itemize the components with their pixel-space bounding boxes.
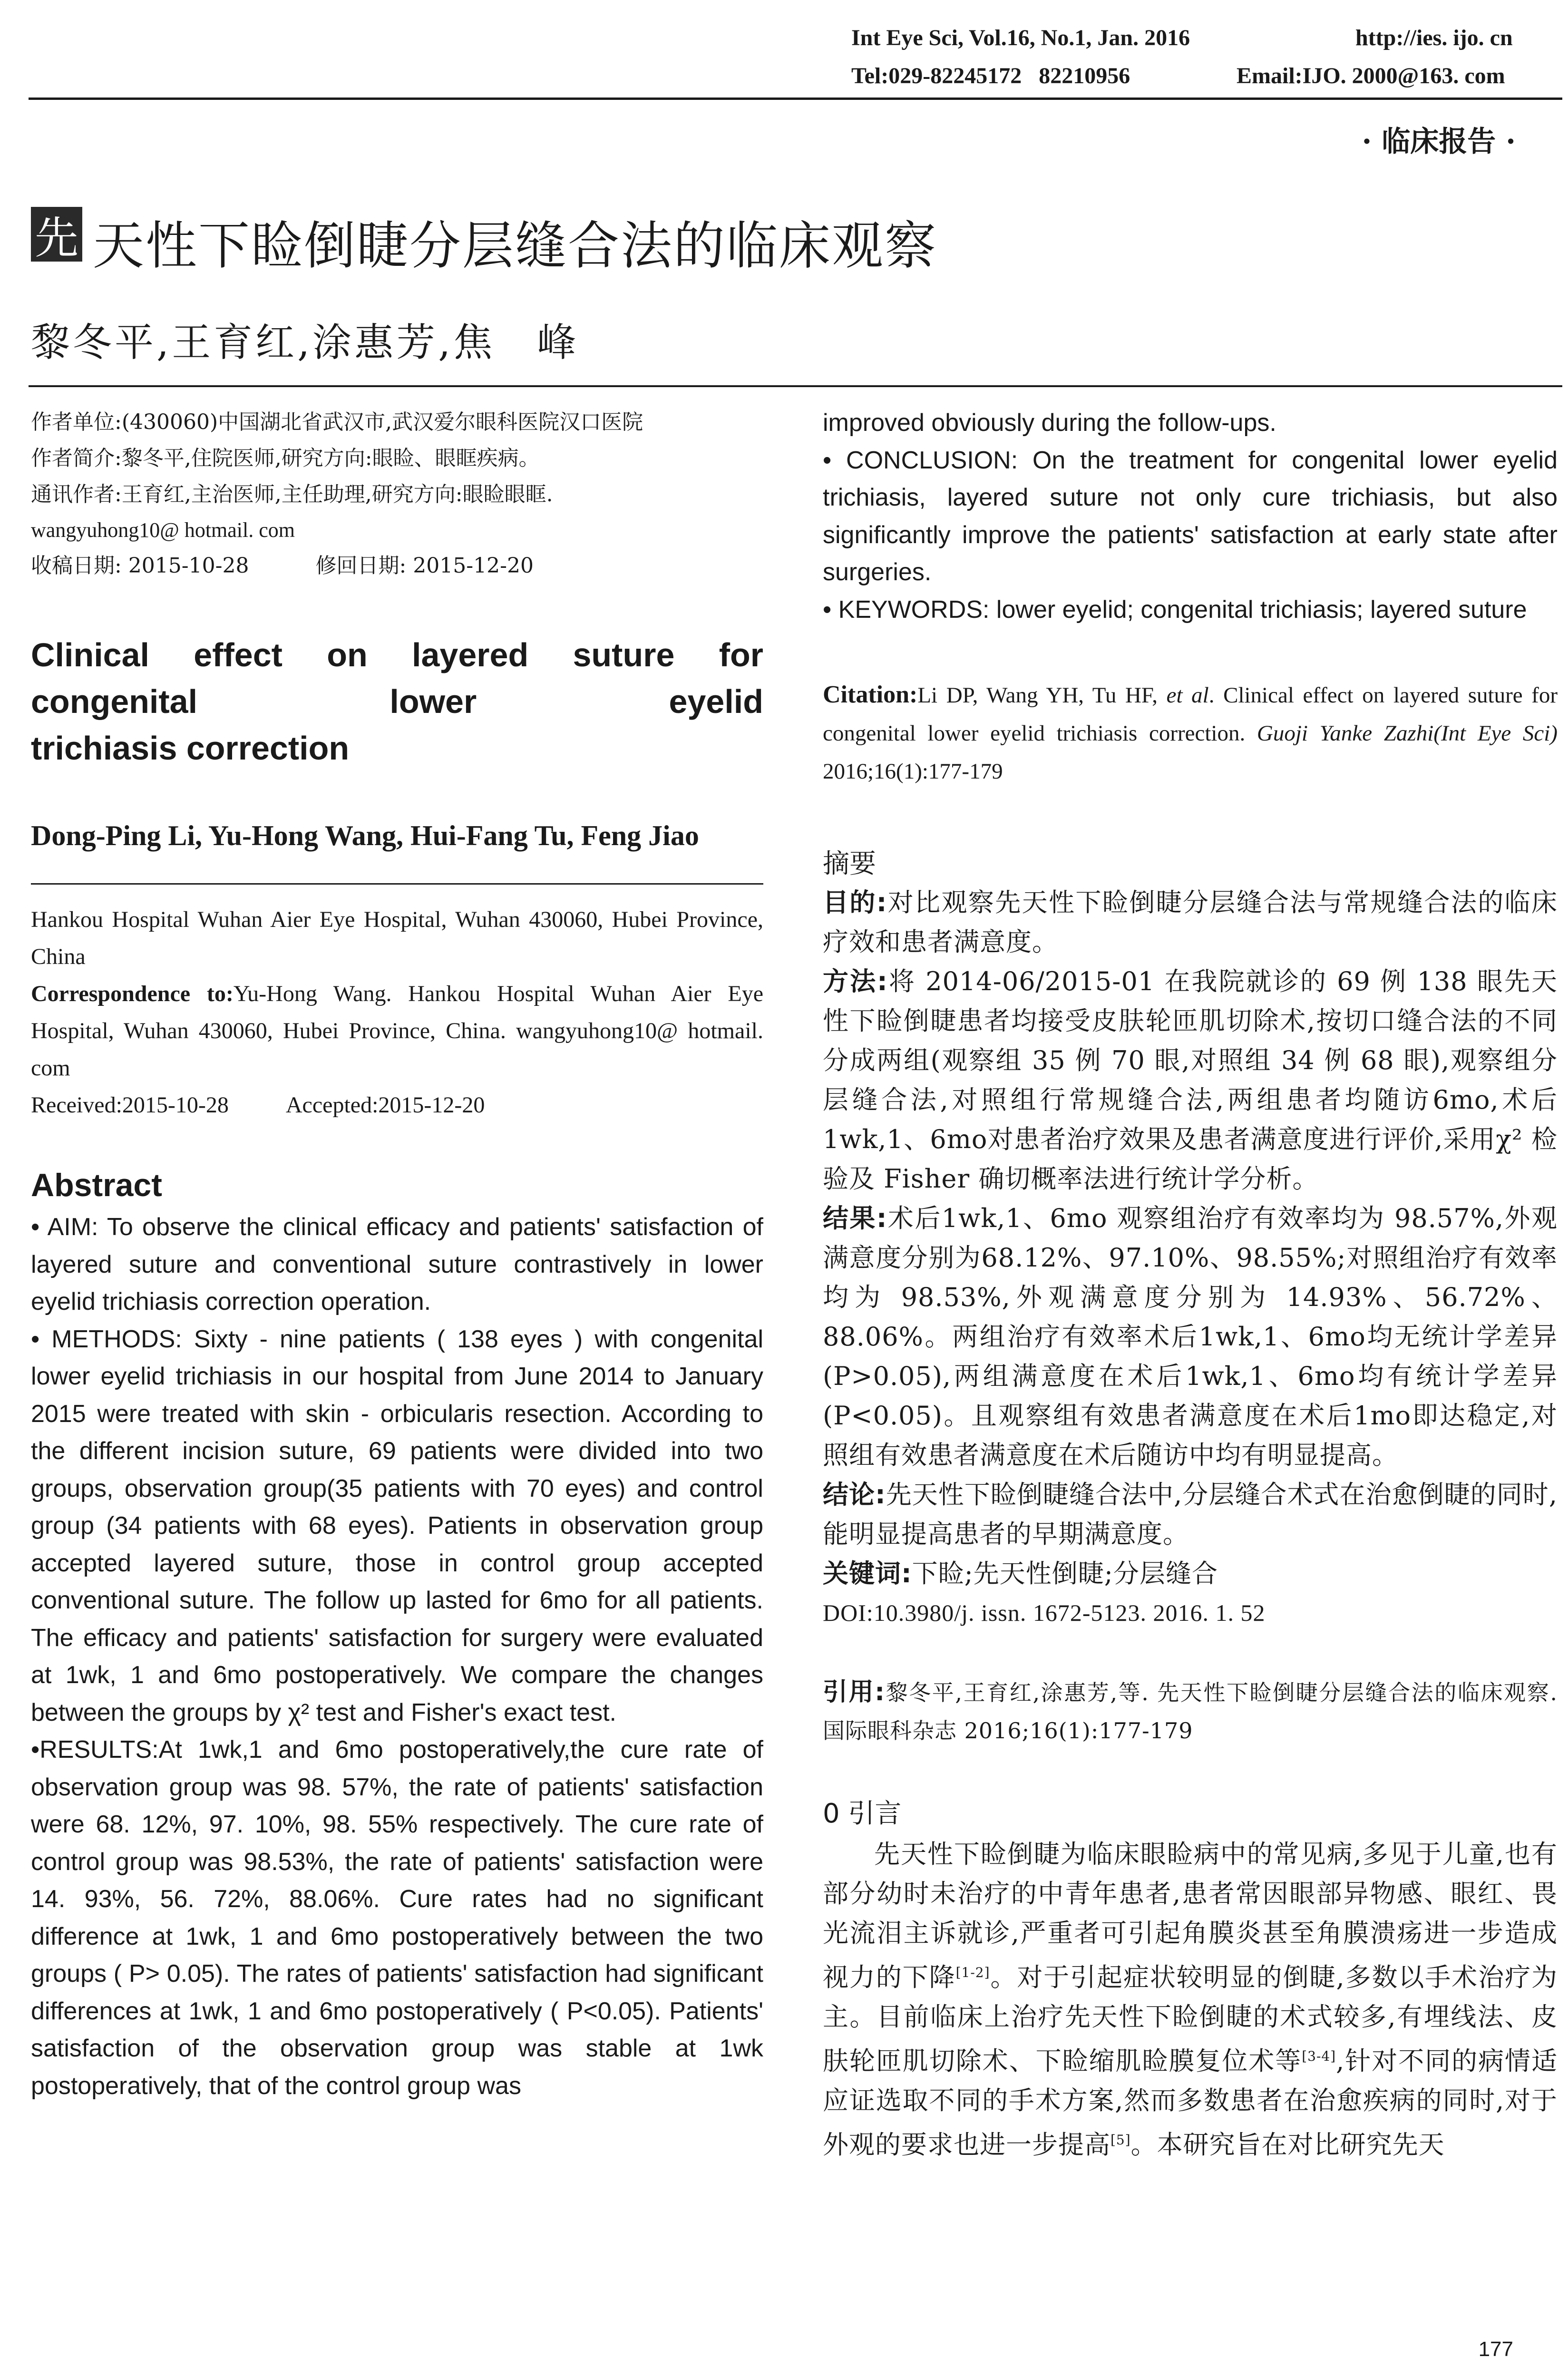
conclusion-text: On the treatment for congenital lower eyelid trichiasis, layered suture not only cure trichiasis, but also significantly improve the patients' satisfaction at early state after surgeries. xyxy=(823,446,1558,586)
accepted-date-en: Accepted:2015-12-20 xyxy=(285,1092,485,1118)
citation-cn-text: 黎冬平,王育红,涂惠芳,等. 先天性下睑倒睫分层缝合法的临床观察. 国际眼科杂志 2016;16(1):177-179 xyxy=(823,1680,1558,1744)
title-rule xyxy=(29,385,1562,387)
summary-conclusion-label: 结论: xyxy=(823,1480,886,1510)
conclusion-label: • CONCLUSION: xyxy=(823,446,1018,474)
citation-text-b: . Clinical effect on layered suture for congenital lower eyelid trichiasis correction. xyxy=(823,683,1558,746)
summary-keywords-label: 关键词: xyxy=(823,1559,912,1588)
citation-cn-label: 引用: xyxy=(823,1678,885,1706)
citation-cn xyxy=(823,1673,1558,1750)
summary-results-label: 结果: xyxy=(823,1203,887,1233)
results-label: •RESULTS: xyxy=(31,1736,159,1763)
header-rule xyxy=(29,97,1562,100)
methods-label: • METHODS: xyxy=(31,1325,182,1353)
aim-label: • AIM: xyxy=(31,1213,98,1241)
intro-paragraph xyxy=(823,1834,1558,2164)
correspondence-text: Yu-Hong Wang. Hankou Hospital Wuhan Aier Eye Hospital, Wuhan 430060, Hubei Province, China. wangyuhong10@ hotmail. com xyxy=(31,981,763,1081)
summary-aim-text: 对比观察先天性下睑倒睫分层缝合法与常规缝合法的临床疗效和患者满意度。 xyxy=(823,887,1558,957)
citation-label: Citation: xyxy=(823,681,918,708)
en-authors: Dong-Ping Li, Yu-Hong Wang, Hui-Fang Tu, Feng Jiao xyxy=(31,820,699,851)
summary-keywords-text: 下睑;先天性倒睫;分层缝合 xyxy=(912,1559,1218,1588)
ref-5[interactable]: [5] xyxy=(1110,2132,1131,2148)
page-number: 177 xyxy=(1478,2338,1513,2361)
summary-heading: 摘要 xyxy=(823,848,876,879)
title-first-char: 先 xyxy=(31,207,82,262)
citation-text-a: Li DP, Wang YH, Tu HF, xyxy=(917,683,1167,708)
citation-journal: Guoji Yanke Zazhi(Int Eye Sci) xyxy=(1256,721,1558,746)
revised-date-cn: 修回日期: 2015-12-20 xyxy=(315,554,534,578)
correspondence-label: Correspondence to: xyxy=(31,981,234,1006)
abstract-body-cont xyxy=(823,404,1558,628)
summary-body xyxy=(823,883,1558,1633)
journal-info: Int Eye Sci, Vol.16, No.1, Jan. 2016 xyxy=(851,25,1190,50)
intro-text-d: 。本研究旨在对比研究先天 xyxy=(1130,2130,1445,2160)
journal-url[interactable]: http://ies. ijo. cn xyxy=(1355,25,1513,50)
summary-conclusion-text: 先天性下睑倒睫缝合法中,分层缝合术式在治愈倒睫的同时,能明显提高患者的早期满意度。 xyxy=(823,1480,1558,1549)
authors-cn: 黎冬平,王育红,涂惠芳,焦 峰 xyxy=(31,320,579,365)
keywords-label: • KEYWORDS: xyxy=(823,595,990,623)
section-label: · 临床报告 · xyxy=(1362,125,1516,158)
journal-email[interactable]: Email:IJO. 2000@163. com xyxy=(1237,63,1505,88)
intro-text-b: 。对于引起症状较明显的倒睫,多数以手术治疗为主。目前临床上治疗先天性下睑倒睫的术式较多,有埋线法、皮肤轮匝肌切除术、下睑缩肌睑膜复位术等 xyxy=(823,1962,1558,2076)
citation-en xyxy=(823,676,1558,790)
intro-text-c: ,针对不同的病情适应证选取不同的手术方案,然而多数患者在治愈疾病的同时,对于外观的要求也进一步提高 xyxy=(823,2046,1558,2160)
ref-3-4[interactable]: [3-4] xyxy=(1302,2048,1336,2064)
citation-text-c: 2016;16(1):177-179 xyxy=(823,759,1003,784)
en-affiliation xyxy=(31,901,763,1124)
abstract-heading: Abstract xyxy=(31,1167,162,1203)
doi[interactable]: DOI:10.3980/j. issn. 1672-5123. 2016. 1. 52 xyxy=(823,1599,1266,1626)
en-address: Hankou Hospital Wuhan Aier Eye Hospital, Wuhan 430060, Hubei Province, China xyxy=(31,907,763,969)
intro-heading: 0 引言 xyxy=(823,1798,902,1829)
received-date-cn: 收稿日期: 2015-10-28 xyxy=(31,554,249,578)
keywords-text: lower eyelid; congenital trichiasis; layered suture xyxy=(996,595,1527,623)
right-column xyxy=(823,404,1558,2164)
methods-text: Sixty - nine patients ( 138 eyes ) with congenital lower eyelid trichiasis in our hospital from June 2014 to January 2015 were treated with skin - orbicularis resection. According to the different incision suture, 69 patients were divided into two groups, observation group(35 patients with 70 eyes) and control group (34 patients with 68 eyes). Patients in observation group accepted layered suture, those in control group accepted conventional suture. The follow up lasted for 6mo for all patients. The efficacy and patients' satisfaction for surgery were evaluated at 1wk, 1 and 6mo postoperatively. We compare the changes between the groups by χ² test and Fisher's exact test. xyxy=(31,1325,763,1726)
affiliation-intro: 作者简介:黎冬平,住院医师,研究方向:眼睑、眼眶疾病。 xyxy=(31,446,540,470)
summary-methods-text: 将 2014-06/2015-01 在我院就诊的 69 例 138 眼先天性下睑倒睫患者均接受皮肤轮匝肌切除术,按切口缝合法的不同分成两组(观察组 35 例 70 眼,对照组 34 例 68 眼),观察组分层缝合法,对照组行常规缝合法,两组患者均随访6mo,术后1wk,1、6mo对患者治疗效果及患者满意度进行评价,采用χ² 检验及 Fisher 确切概率法进行统计学分析。 xyxy=(823,966,1558,1194)
received-date-en: Received:2015-10-28 xyxy=(31,1092,229,1118)
citation-etal: et al xyxy=(1166,683,1209,708)
summary-methods-label: 方法: xyxy=(823,966,888,996)
aim-text: To observe the clinical efficacy and patients' satisfaction of layered suture and conventional suture contrastively in lower eyelid trichiasis correction operation. xyxy=(31,1213,763,1315)
intro-text-a: 先天性下睑倒睫为临床眼睑病中的常见病,多见于儿童,也有部分幼时未治疗的中青年患者,患者常因眼部异物感、眼红、畏光流泪主诉就诊,严重者可引起角膜炎甚至角膜溃疡进一步造成视力的下降 xyxy=(823,1839,1558,1992)
affiliation-email[interactable]: wangyuhong10@ hotmail. com xyxy=(31,518,295,542)
affiliation-corr: 通讯作者:王育红,主治医师,主任助理,研究方向:眼睑眼眶. xyxy=(31,482,553,507)
en-title-line1: Clinical effect on layered suture for congenital lower eyelid xyxy=(31,636,763,720)
abstract-body xyxy=(31,1208,763,2104)
authors-rule xyxy=(31,883,763,885)
page-title: 天性下睑倒睫分层缝合法的临床观察 xyxy=(93,216,938,276)
results-text: At 1wk,1 and 6mo postoperatively,the cure rate of observation group was 98. 57%, the rate of patients' satisfaction were 68. 12%, 97. 10%, 98. 55% respectively. The cure rate of control group was 98.53%, the rate of patients' satisfaction were 14. 93%, 56. 72%, 88.06%. Cure rates had no significant difference at 1wk, 1 and 6mo postoperatively between the two groups ( P> 0.05). The rates of patients' satisfaction had significant differences at 1wk, 1 and 6mo postoperatively ( P<0.05). Patients' satisfaction of the observation group was stable at 1wk postoperatively, that of the control group was xyxy=(31,1736,763,2100)
journal-tel: Tel:029-82245172 82210956 xyxy=(851,63,1130,88)
results-text-cont: improved obviously during the follow-ups. xyxy=(823,409,1276,437)
summary-results-text: 术后1wk,1、6mo 观察组治疗有效率均为 98.57%,外观满意度分别为68.12%、97.10%、98.55%;对照组治疗有效率均为 98.53%,外观满意度分别为 14.93%、56.72%、88.06%。两组治疗有效率术后1wk,1、6mo均无统计学差异(P>0.05),两组满意度在术后1wk,1、6mo均有统计学差异(P<0.05)。且观察组有效患者满意度在术后1mo即达稳定,对照组有效患者满意度在术后随访中均有明显提高。 xyxy=(823,1203,1558,1470)
affiliation-unit: 作者单位:(430060)中国湖北省武汉市,武汉爱尔眼科医院汉口医院 xyxy=(31,410,643,434)
en-title-line2: trichiasis correction xyxy=(31,730,350,767)
affiliation-cn xyxy=(31,404,763,584)
summary-aim-label: 目的: xyxy=(823,887,887,917)
left-column xyxy=(31,404,763,2104)
ref-1-2[interactable]: [1-2] xyxy=(955,1965,990,1980)
